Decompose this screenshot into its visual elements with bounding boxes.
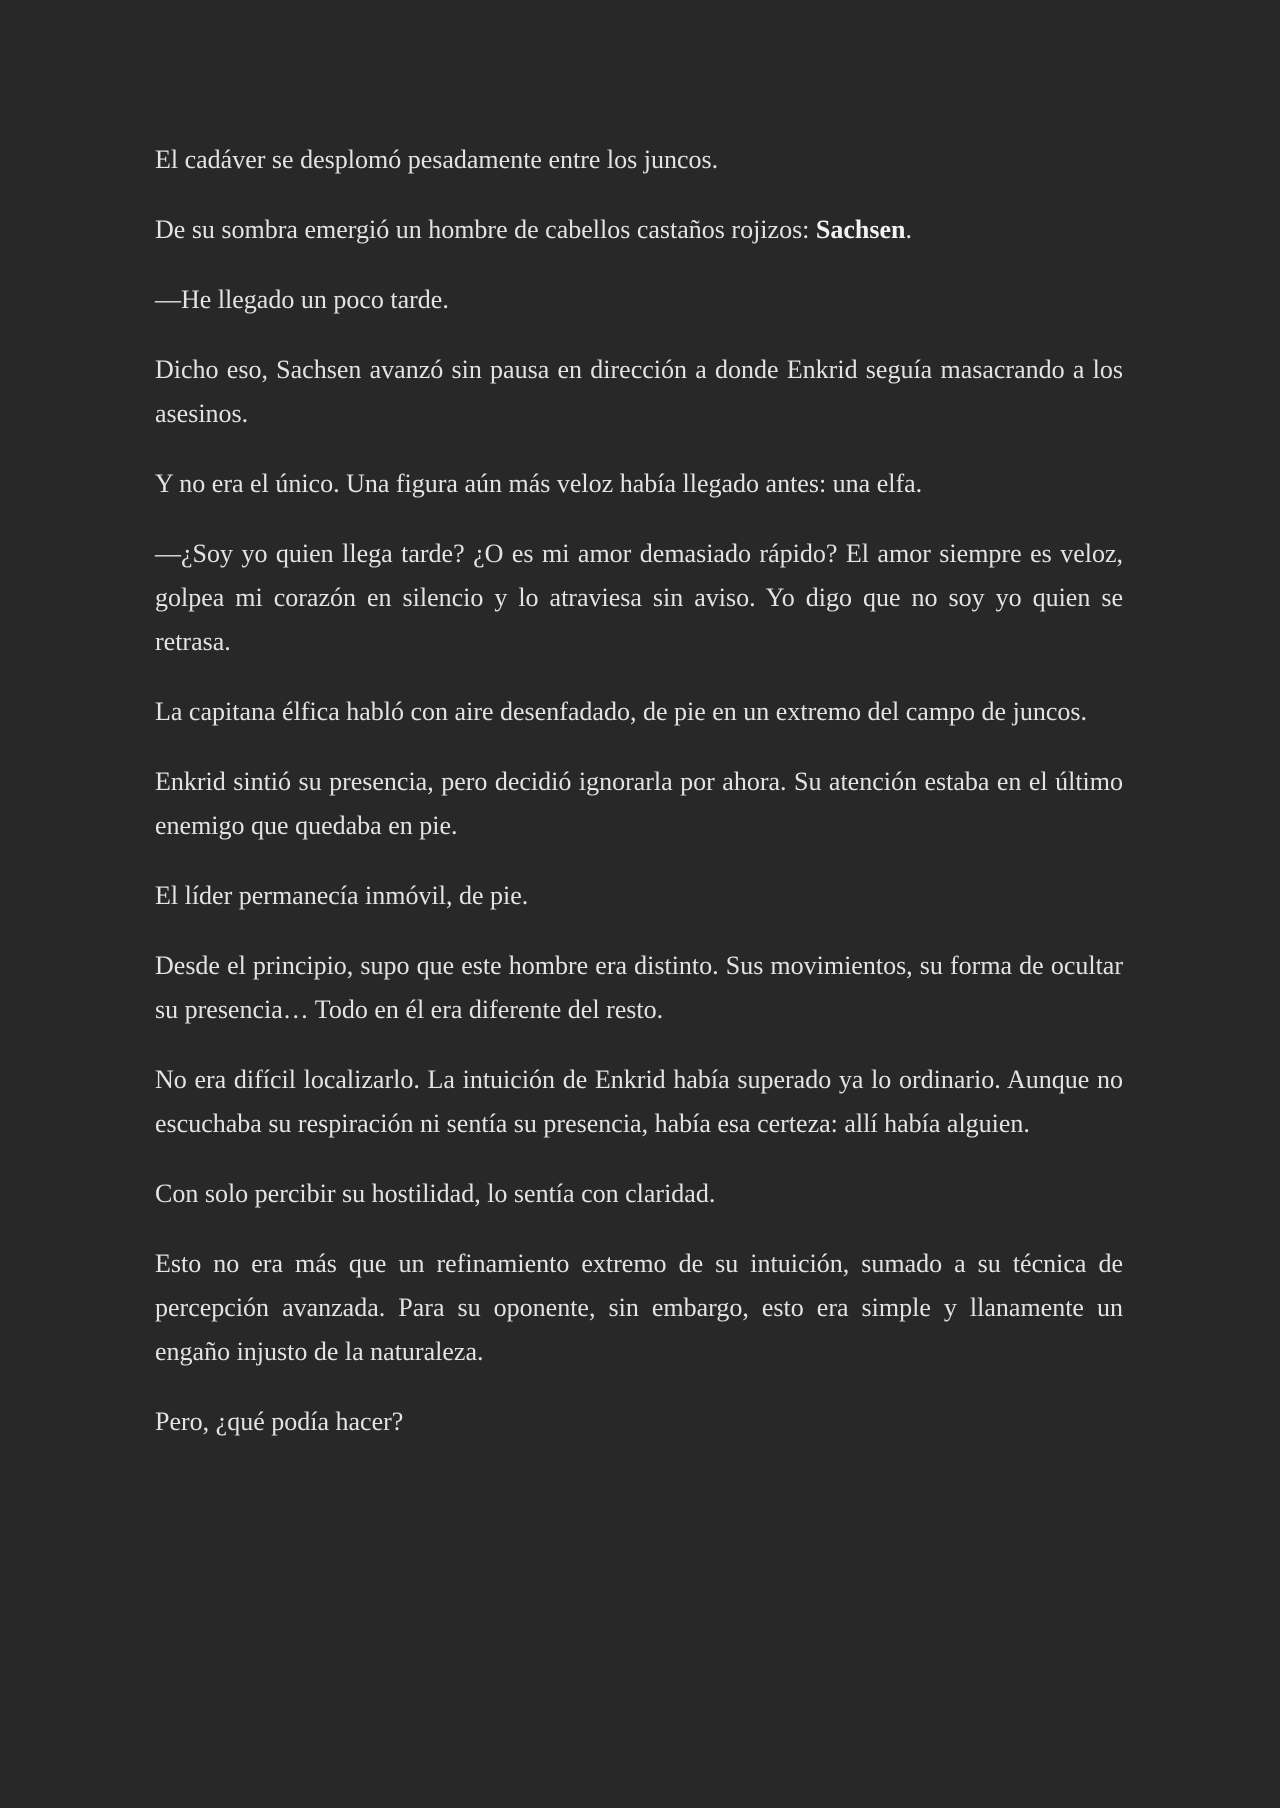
- paragraph-10: Desde el principio, supo que este hombre era distinto. Sus movimientos, su forma de ocultar su presencia… Todo en él era diferente del resto.: [155, 951, 1123, 1024]
- paragraph-13: Esto no era más que un refinamiento extremo de su intuición, sumado a su técnica de percepción avanzada. Para su oponente, sin embargo, esto era simple y llanamente un engaño injusto de la naturaleza.: [155, 1249, 1123, 1366]
- paragraph-4: Dicho eso, Sachsen avanzó sin pausa en dirección a donde Enkrid seguía masacrando a los asesinos.: [155, 355, 1123, 428]
- paragraph-2: [155, 208, 1123, 252]
- paragraph-5: Y no era el único. Una figura aún más veloz había llegado antes: una elfa.: [155, 469, 923, 498]
- paragraph-8: Enkrid sintió su presencia, pero decidió ignorarla por ahora. Su atención estaba en el último enemigo que quedaba en pie.: [155, 767, 1123, 840]
- paragraph-3: —He llegado un poco tarde.: [155, 285, 449, 314]
- paragraph-12: Con solo percibir su hostilidad, lo sentía con claridad.: [155, 1179, 716, 1208]
- paragraph-9: El líder permanecía inmóvil, de pie.: [155, 881, 529, 910]
- paragraph-2-end: .: [905, 215, 912, 244]
- paragraph-1: El cadáver se desplomó pesadamente entre los juncos.: [155, 145, 719, 174]
- chapter-text: [155, 145, 1123, 1481]
- paragraph-11: No era difícil localizarlo. La intuición de Enkrid había superado ya lo ordinario. Aunque no escuchaba su respiración ni sentía su presencia, había esa certeza: allí había alguien.: [155, 1065, 1123, 1138]
- paragraph-6: —¿Soy yo quien llega tarde? ¿O es mi amor demasiado rápido? El amor siempre es veloz, golpea mi corazón en silencio y lo atraviesa sin aviso. Yo digo que no soy yo quien se retrasa.: [155, 539, 1123, 656]
- paragraph-7: La capitana élfica habló con aire desenfadado, de pie en un extremo del campo de juncos.: [155, 697, 1087, 726]
- character-name-bold: Sachsen: [815, 215, 906, 244]
- paragraph-2-text: De su sombra emergió un hombre de cabellos castaños rojizos:: [155, 215, 816, 244]
- paragraph-14: Pero, ¿qué podía hacer?: [155, 1407, 404, 1436]
